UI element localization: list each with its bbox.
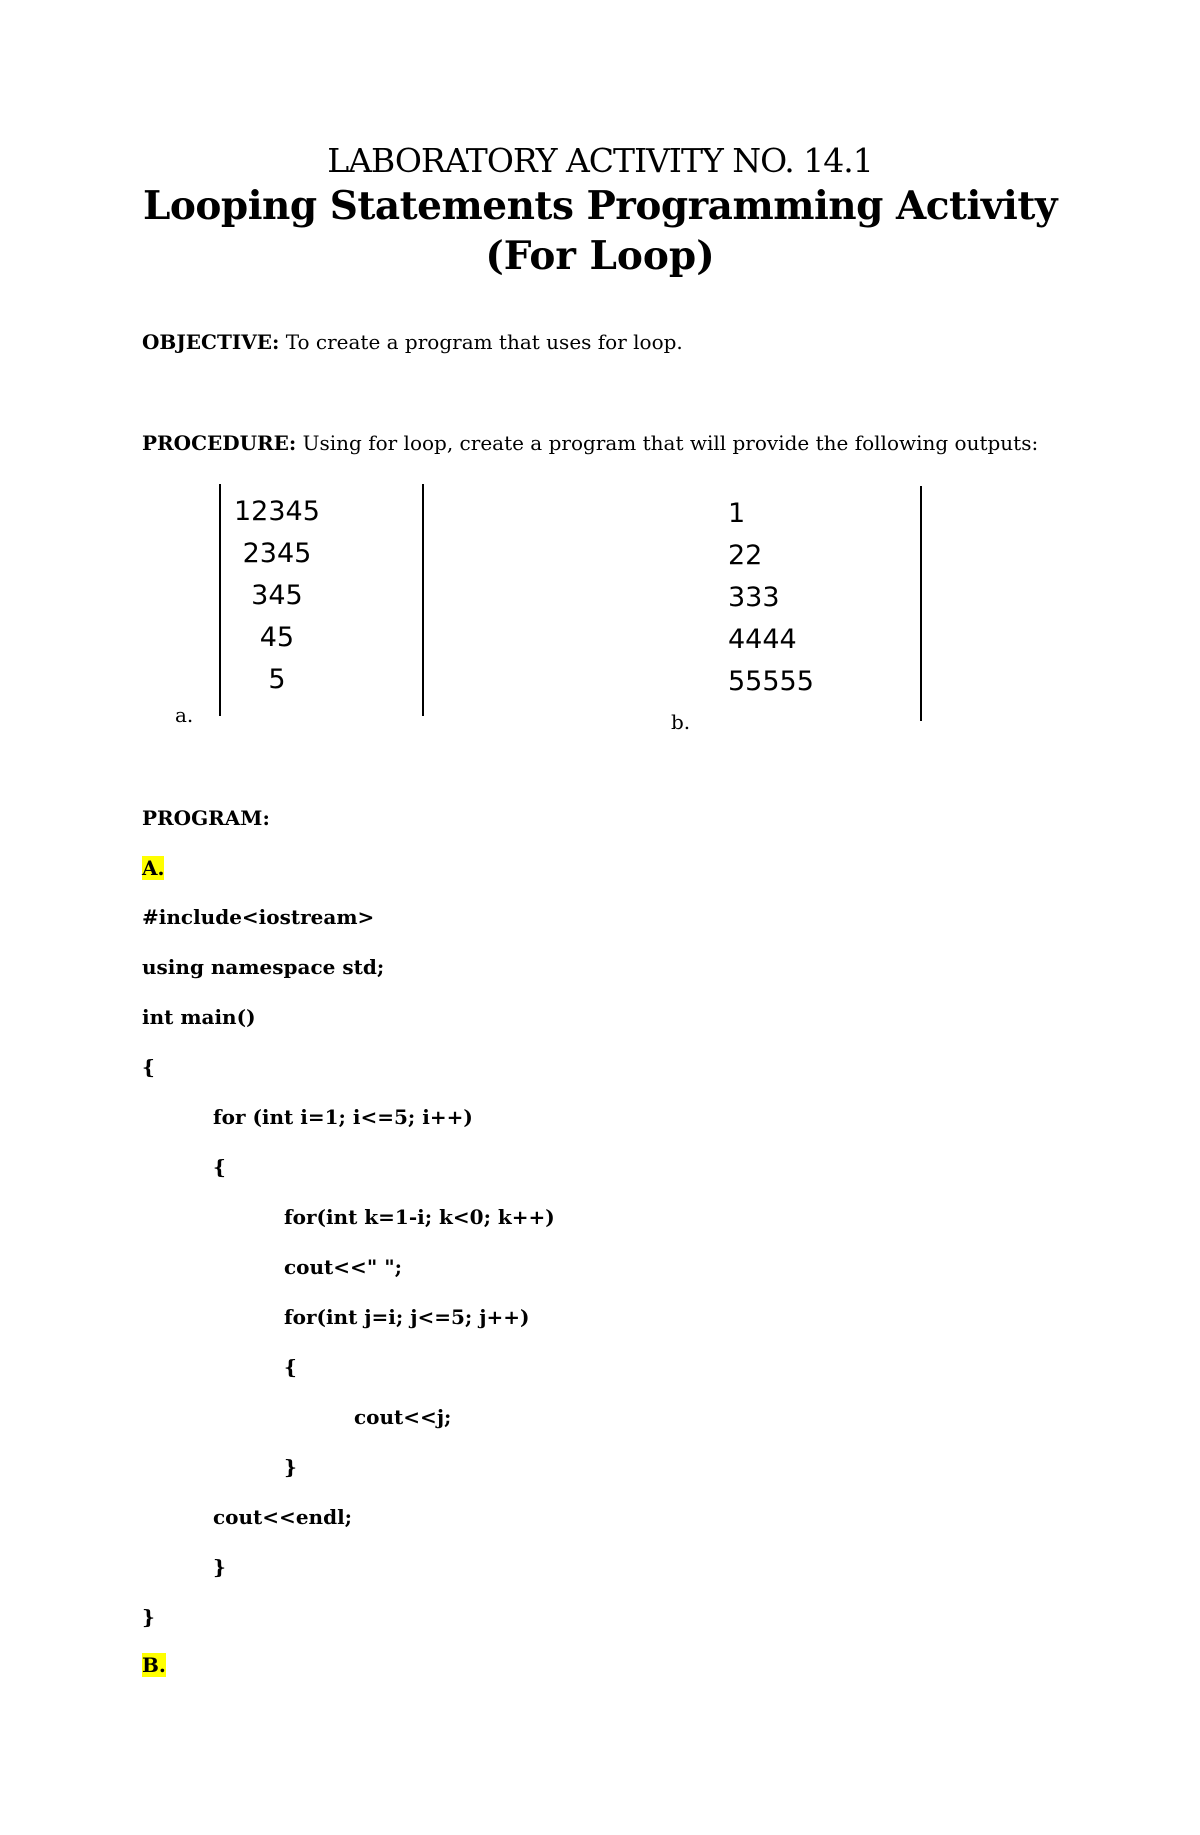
output-a-line: 12345 [234, 496, 320, 527]
code-line: for (int i=1; i<=5; i++) [213, 1105, 473, 1129]
output-b-label: b. [671, 710, 691, 734]
procedure-paragraph [142, 431, 1038, 455]
code-line: for(int j=i; j<=5; j++) [284, 1305, 530, 1329]
code-line: { [213, 1155, 226, 1179]
code-line: } [284, 1455, 297, 1479]
output-a-line: 45 [234, 622, 295, 653]
section-a-highlight: A. [142, 856, 165, 880]
section-a-label [142, 855, 164, 881]
activity-number-title: LABORATORY ACTIVITY NO. 14.1 [327, 141, 873, 180]
output-b-line: 1 [728, 498, 746, 529]
output-a-block [234, 491, 320, 701]
section-b-highlight: B. [142, 1653, 166, 1677]
output-b-right-border [920, 486, 922, 721]
code-line: cout<<j; [354, 1405, 452, 1429]
objective-paragraph [142, 330, 683, 354]
procedure-text: Using for loop, create a program that will provide the following outputs: [296, 431, 1039, 455]
code-line: { [284, 1355, 297, 1379]
output-a-label: a. [175, 703, 194, 727]
section-b-label [142, 1652, 166, 1678]
output-a-left-border [219, 484, 221, 716]
activity-title: Looping Statements Programming Activity [142, 183, 1057, 229]
code-line: #include<iostream> [142, 905, 375, 929]
output-b-line: 4444 [728, 624, 797, 655]
code-line: cout<<endl; [213, 1505, 353, 1529]
code-line: for(int k=1-i; k<0; k++) [284, 1205, 555, 1229]
code-line: } [142, 1605, 155, 1629]
output-b-line: 55555 [728, 666, 814, 697]
objective-text: To create a program that uses for loop. [279, 330, 683, 354]
objective-label: OBJECTIVE: [142, 330, 280, 354]
output-a-line: 345 [234, 580, 303, 611]
output-a-right-border [422, 484, 424, 716]
code-line: int main() [142, 1005, 256, 1029]
output-b-line: 22 [728, 540, 763, 571]
output-a-line: 2345 [234, 538, 312, 569]
code-line: cout<<" "; [284, 1255, 402, 1279]
output-a-line: 5 [234, 664, 286, 695]
output-b-line: 333 [728, 582, 780, 613]
procedure-label: PROCEDURE: [142, 431, 297, 455]
code-line: { [142, 1055, 155, 1079]
activity-subtitle: (For Loop) [485, 233, 715, 279]
code-line: } [213, 1555, 226, 1579]
program-heading: PROGRAM: [142, 806, 270, 830]
code-line: using namespace std; [142, 955, 385, 979]
output-b-block [728, 493, 814, 703]
